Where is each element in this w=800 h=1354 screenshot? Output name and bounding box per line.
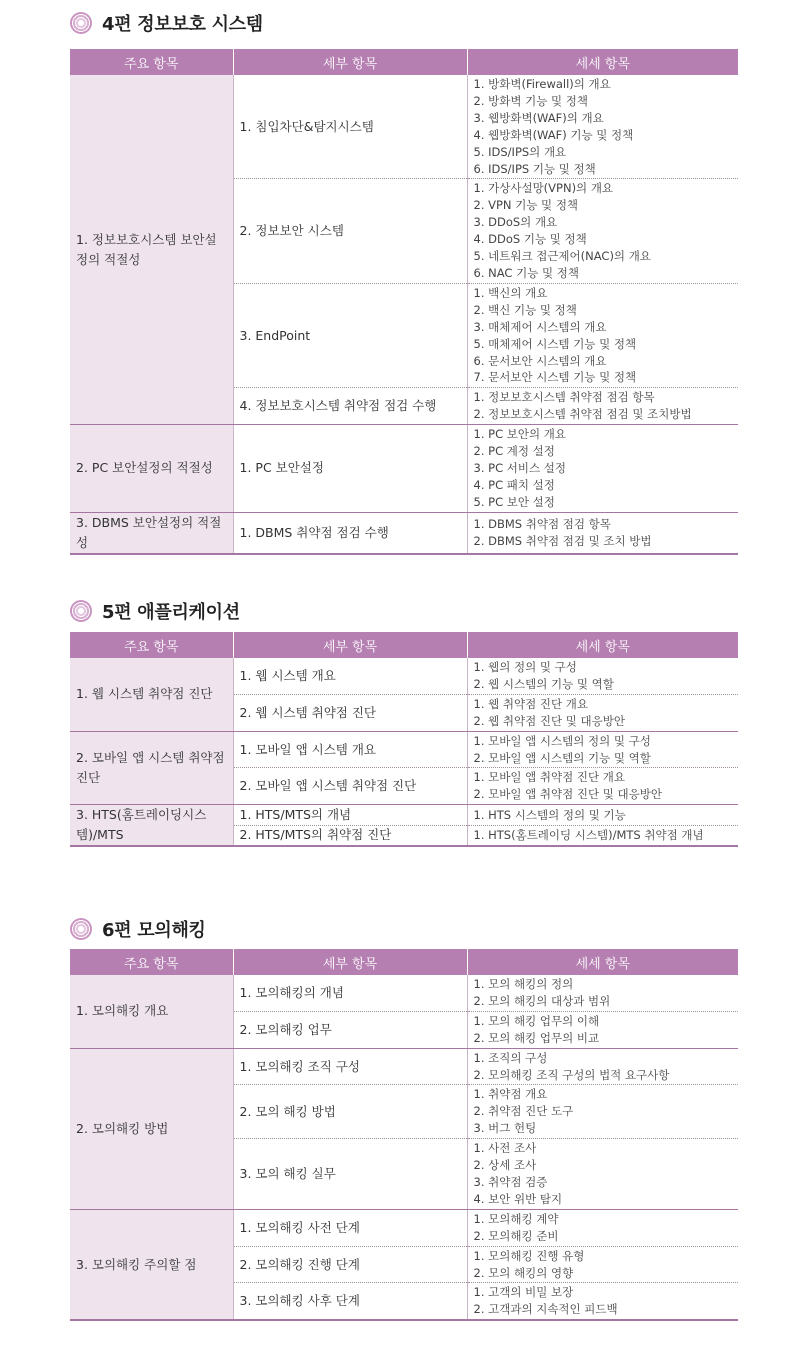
detail-line: 1. 웹 취약점 진단 개요 bbox=[473, 696, 588, 711]
column-header: 주요 항목 bbox=[70, 49, 233, 75]
detail-line: 2. 고객과의 지속적인 피드백 bbox=[473, 1302, 618, 1317]
table-row bbox=[70, 75, 738, 179]
section-bullet-icon bbox=[70, 12, 92, 34]
section-title bbox=[70, 596, 240, 626]
section-table-wrapper bbox=[70, 49, 738, 555]
detail-line: 5. 네트워크 접근제어(NAC)의 개요 bbox=[473, 249, 651, 264]
sub-item-cell: 3. 모의 해킹 실무 bbox=[233, 1139, 467, 1210]
detail-line: 6. NAC 기능 및 정책 bbox=[473, 265, 579, 280]
detail-line: 1. 모바일 앱 취약점 진단 개요 bbox=[473, 770, 625, 785]
sub-item-cell: 2. HTS/MTS의 취약점 진단 bbox=[233, 825, 467, 846]
detail-line: 1. HTS(홈트레이딩 시스템)/MTS 취약점 개념 bbox=[473, 828, 704, 843]
detail-line: 5. 매체제어 시스템 기능 및 정책 bbox=[473, 336, 637, 351]
main-item-cell: 2. 모의해킹 방법 bbox=[70, 1048, 233, 1209]
main-item-cell: 3. DBMS 보안설정의 적절성 bbox=[70, 512, 233, 554]
detail-item-cell bbox=[467, 805, 738, 825]
detail-line: 2. 웹 시스템의 기능 및 역할 bbox=[473, 676, 614, 691]
section-table-wrapper bbox=[70, 949, 738, 1321]
detail-line: 1. 방화벽(Firewall)의 개요 bbox=[473, 77, 611, 91]
detail-line: 4. 웹방화벽(WAF) 기능 및 정책 bbox=[473, 127, 634, 142]
detail-item-cell bbox=[467, 825, 738, 846]
detail-item-cell bbox=[467, 283, 738, 387]
sub-item-cell: 2. 모의해킹 업무 bbox=[233, 1011, 467, 1048]
detail-line: 1. DBMS 취약점 점검 항목 bbox=[473, 516, 611, 531]
detail-line: 1. 고객의 비밀 보장 bbox=[473, 1285, 574, 1300]
detail-item-cell bbox=[467, 1048, 738, 1085]
detail-line: 4. DDoS 기능 및 정책 bbox=[473, 232, 587, 247]
curriculum-table bbox=[70, 949, 738, 1321]
sub-item-cell: 2. 웹 시스템 취약점 진단 bbox=[233, 694, 467, 731]
detail-line: 1. 백신의 개요 bbox=[473, 285, 548, 300]
detail-line: 2. 모의 해킹의 영향 bbox=[473, 1265, 574, 1280]
detail-line: 3. 웹방화벽(WAF)의 개요 bbox=[473, 110, 604, 125]
sub-item-cell: 1. DBMS 취약점 점검 수행 bbox=[233, 512, 467, 554]
section-heading: 5편 애플리케이션 bbox=[102, 602, 240, 623]
column-header: 세세 항목 bbox=[467, 49, 738, 75]
detail-line: 1. 모의 해킹의 정의 bbox=[473, 977, 574, 991]
detail-item-cell bbox=[467, 1246, 738, 1283]
detail-line: 2. VPN 기능 및 정책 bbox=[473, 198, 579, 213]
detail-line: 4. PC 패치 설정 bbox=[473, 477, 555, 492]
section-title bbox=[70, 8, 263, 38]
main-item-cell: 2. 모바일 앱 시스템 취약점 진단 bbox=[70, 731, 233, 805]
detail-line: 2. 모의해킹 조직 구성의 법적 요구사항 bbox=[473, 1067, 670, 1082]
detail-item-cell bbox=[467, 1085, 738, 1139]
detail-item-cell bbox=[467, 388, 738, 425]
header-row bbox=[70, 632, 738, 658]
detail-line: 2. 모의해킹 준비 bbox=[473, 1228, 559, 1243]
main-item-cell: 1. 웹 시스템 취약점 진단 bbox=[70, 658, 233, 731]
detail-line: 2. 상세 조사 bbox=[473, 1158, 537, 1173]
sub-item-cell: 2. 모바일 앱 시스템 취약점 진단 bbox=[233, 768, 467, 805]
detail-line: 3. 매체제어 시스템의 개요 bbox=[473, 319, 607, 334]
table-row bbox=[70, 1209, 738, 1246]
table-row bbox=[70, 512, 738, 554]
detail-line: 2. 모의 해킹 업무의 비교 bbox=[473, 1030, 600, 1045]
detail-line: 1. 모바일 앱 시스템의 정의 및 구성 bbox=[473, 733, 651, 748]
section-bullet-icon bbox=[70, 600, 92, 622]
detail-line: 1. 모의 해킹 업무의 이해 bbox=[473, 1013, 600, 1028]
curriculum-table bbox=[70, 49, 738, 555]
table-row bbox=[70, 425, 738, 513]
table-row bbox=[70, 731, 738, 768]
detail-line: 3. DDoS의 개요 bbox=[473, 215, 558, 230]
detail-line: 4. 보안 위반 탐지 bbox=[473, 1191, 563, 1206]
main-item-cell: 1. 정보보호시스템 보안설정의 적절성 bbox=[70, 75, 233, 425]
detail-item-cell bbox=[467, 694, 738, 731]
sub-item-cell: 3. EndPoint bbox=[233, 283, 467, 387]
detail-item-cell bbox=[467, 1011, 738, 1048]
detail-line: 6. IDS/IPS 기능 및 정책 bbox=[473, 161, 596, 176]
detail-line: 2. DBMS 취약점 점검 및 조치 방법 bbox=[473, 533, 652, 548]
header-row bbox=[70, 49, 738, 75]
detail-line: 1. PC 보안의 개요 bbox=[473, 427, 566, 442]
column-header: 주요 항목 bbox=[70, 949, 233, 975]
detail-line: 2. 모바일 앱 시스템의 기능 및 역할 bbox=[473, 750, 651, 765]
column-header: 세세 항목 bbox=[467, 632, 738, 658]
column-header: 세세 항목 bbox=[467, 949, 738, 975]
detail-line: 6. 문서보안 시스템의 개요 bbox=[473, 353, 607, 368]
detail-item-cell bbox=[467, 975, 738, 1011]
detail-line: 3. 취약점 검증 bbox=[473, 1174, 548, 1189]
sub-item-cell: 1. 모의해킹 조직 구성 bbox=[233, 1048, 467, 1085]
sub-item-cell: 3. 모의해킹 사후 단계 bbox=[233, 1283, 467, 1320]
main-item-cell: 3. HTS(홈트레이딩시스템)/MTS bbox=[70, 805, 233, 847]
detail-item-cell bbox=[467, 1209, 738, 1246]
detail-line: 1. 정보보호시스템 취약점 점검 항목 bbox=[473, 390, 655, 405]
column-header: 세부 항목 bbox=[233, 49, 467, 75]
detail-line: 2. 정보보호시스템 취약점 점검 및 조치방법 bbox=[473, 407, 692, 422]
detail-item-cell bbox=[467, 1283, 738, 1320]
detail-line: 1. 웹의 정의 및 구성 bbox=[473, 660, 577, 674]
sub-item-cell: 1. 침입차단&탐지시스템 bbox=[233, 75, 467, 179]
sub-item-cell: 2. 정보보안 시스템 bbox=[233, 179, 467, 283]
detail-line: 3. PC 서비스 설정 bbox=[473, 460, 566, 475]
sub-item-cell: 1. HTS/MTS의 개념 bbox=[233, 805, 467, 825]
header-row bbox=[70, 949, 738, 975]
sub-item-cell: 1. 모의해킹 사전 단계 bbox=[233, 1209, 467, 1246]
detail-line: 2. 모의 해킹의 대상과 범위 bbox=[473, 993, 611, 1008]
section-bullet-icon bbox=[70, 918, 92, 940]
table-row bbox=[70, 805, 738, 825]
detail-line: 2. 방화벽 기능 및 정책 bbox=[473, 93, 588, 108]
detail-item-cell bbox=[467, 75, 738, 179]
column-header: 주요 항목 bbox=[70, 632, 233, 658]
sub-item-cell: 2. 모의 해킹 방법 bbox=[233, 1085, 467, 1139]
table-row bbox=[70, 975, 738, 1011]
sub-item-cell: 2. 모의해킹 진행 단계 bbox=[233, 1246, 467, 1283]
detail-line: 5. IDS/IPS의 개요 bbox=[473, 144, 567, 159]
section-title bbox=[70, 914, 206, 944]
detail-line: 5. PC 보안 설정 bbox=[473, 494, 555, 509]
table-row bbox=[70, 1048, 738, 1085]
main-item-cell: 3. 모의해킹 주의할 점 bbox=[70, 1209, 233, 1320]
detail-line: 1. 취약점 개요 bbox=[473, 1087, 548, 1102]
detail-line: 2. 모바일 앱 취약점 진단 및 대응방안 bbox=[473, 787, 662, 802]
detail-item-cell bbox=[467, 425, 738, 513]
section-table-wrapper bbox=[70, 632, 738, 847]
main-item-cell: 1. 모의해킹 개요 bbox=[70, 975, 233, 1048]
detail-line: 1. HTS 시스템의 정의 및 기능 bbox=[473, 807, 626, 822]
detail-line: 2. 취약점 진단 도구 bbox=[473, 1104, 574, 1119]
detail-line: 1. 사전 조사 bbox=[473, 1141, 537, 1156]
sub-item-cell: 1. 모바일 앱 시스템 개요 bbox=[233, 731, 467, 768]
table-row bbox=[70, 658, 738, 694]
section-heading: 6편 모의해킹 bbox=[102, 920, 206, 941]
detail-item-cell bbox=[467, 768, 738, 805]
detail-line: 1. 조직의 구성 bbox=[473, 1050, 548, 1065]
sub-item-cell: 4. 정보보호시스템 취약점 점검 수행 bbox=[233, 388, 467, 425]
sub-item-cell: 1. 모의해킹의 개념 bbox=[233, 975, 467, 1011]
main-item-cell: 2. PC 보안설정의 적절성 bbox=[70, 425, 233, 513]
detail-line: 1. 모의해킹 계약 bbox=[473, 1211, 559, 1226]
detail-item-cell bbox=[467, 1139, 738, 1210]
column-header: 세부 항목 bbox=[233, 632, 467, 658]
column-header: 세부 항목 bbox=[233, 949, 467, 975]
section-heading: 4편 정보보호 시스템 bbox=[102, 14, 263, 35]
detail-item-cell bbox=[467, 658, 738, 694]
detail-line: 2. 웹 취약점 진단 및 대응방안 bbox=[473, 713, 625, 728]
detail-line: 3. 버그 헌팅 bbox=[473, 1121, 537, 1136]
detail-line: 1. 가상사설망(VPN)의 개요 bbox=[473, 181, 614, 196]
detail-line: 1. 모의해킹 진행 유형 bbox=[473, 1248, 585, 1263]
sub-item-cell: 1. 웹 시스템 개요 bbox=[233, 658, 467, 694]
detail-item-cell bbox=[467, 512, 738, 554]
detail-line: 2. 백신 기능 및 정책 bbox=[473, 302, 577, 317]
detail-line: 7. 문서보안 시스템 기능 및 정책 bbox=[473, 370, 637, 385]
sub-item-cell: 1. PC 보안설정 bbox=[233, 425, 467, 513]
detail-item-cell bbox=[467, 179, 738, 283]
detail-line: 2. PC 계정 설정 bbox=[473, 444, 555, 459]
detail-item-cell bbox=[467, 731, 738, 768]
curriculum-table bbox=[70, 632, 738, 847]
